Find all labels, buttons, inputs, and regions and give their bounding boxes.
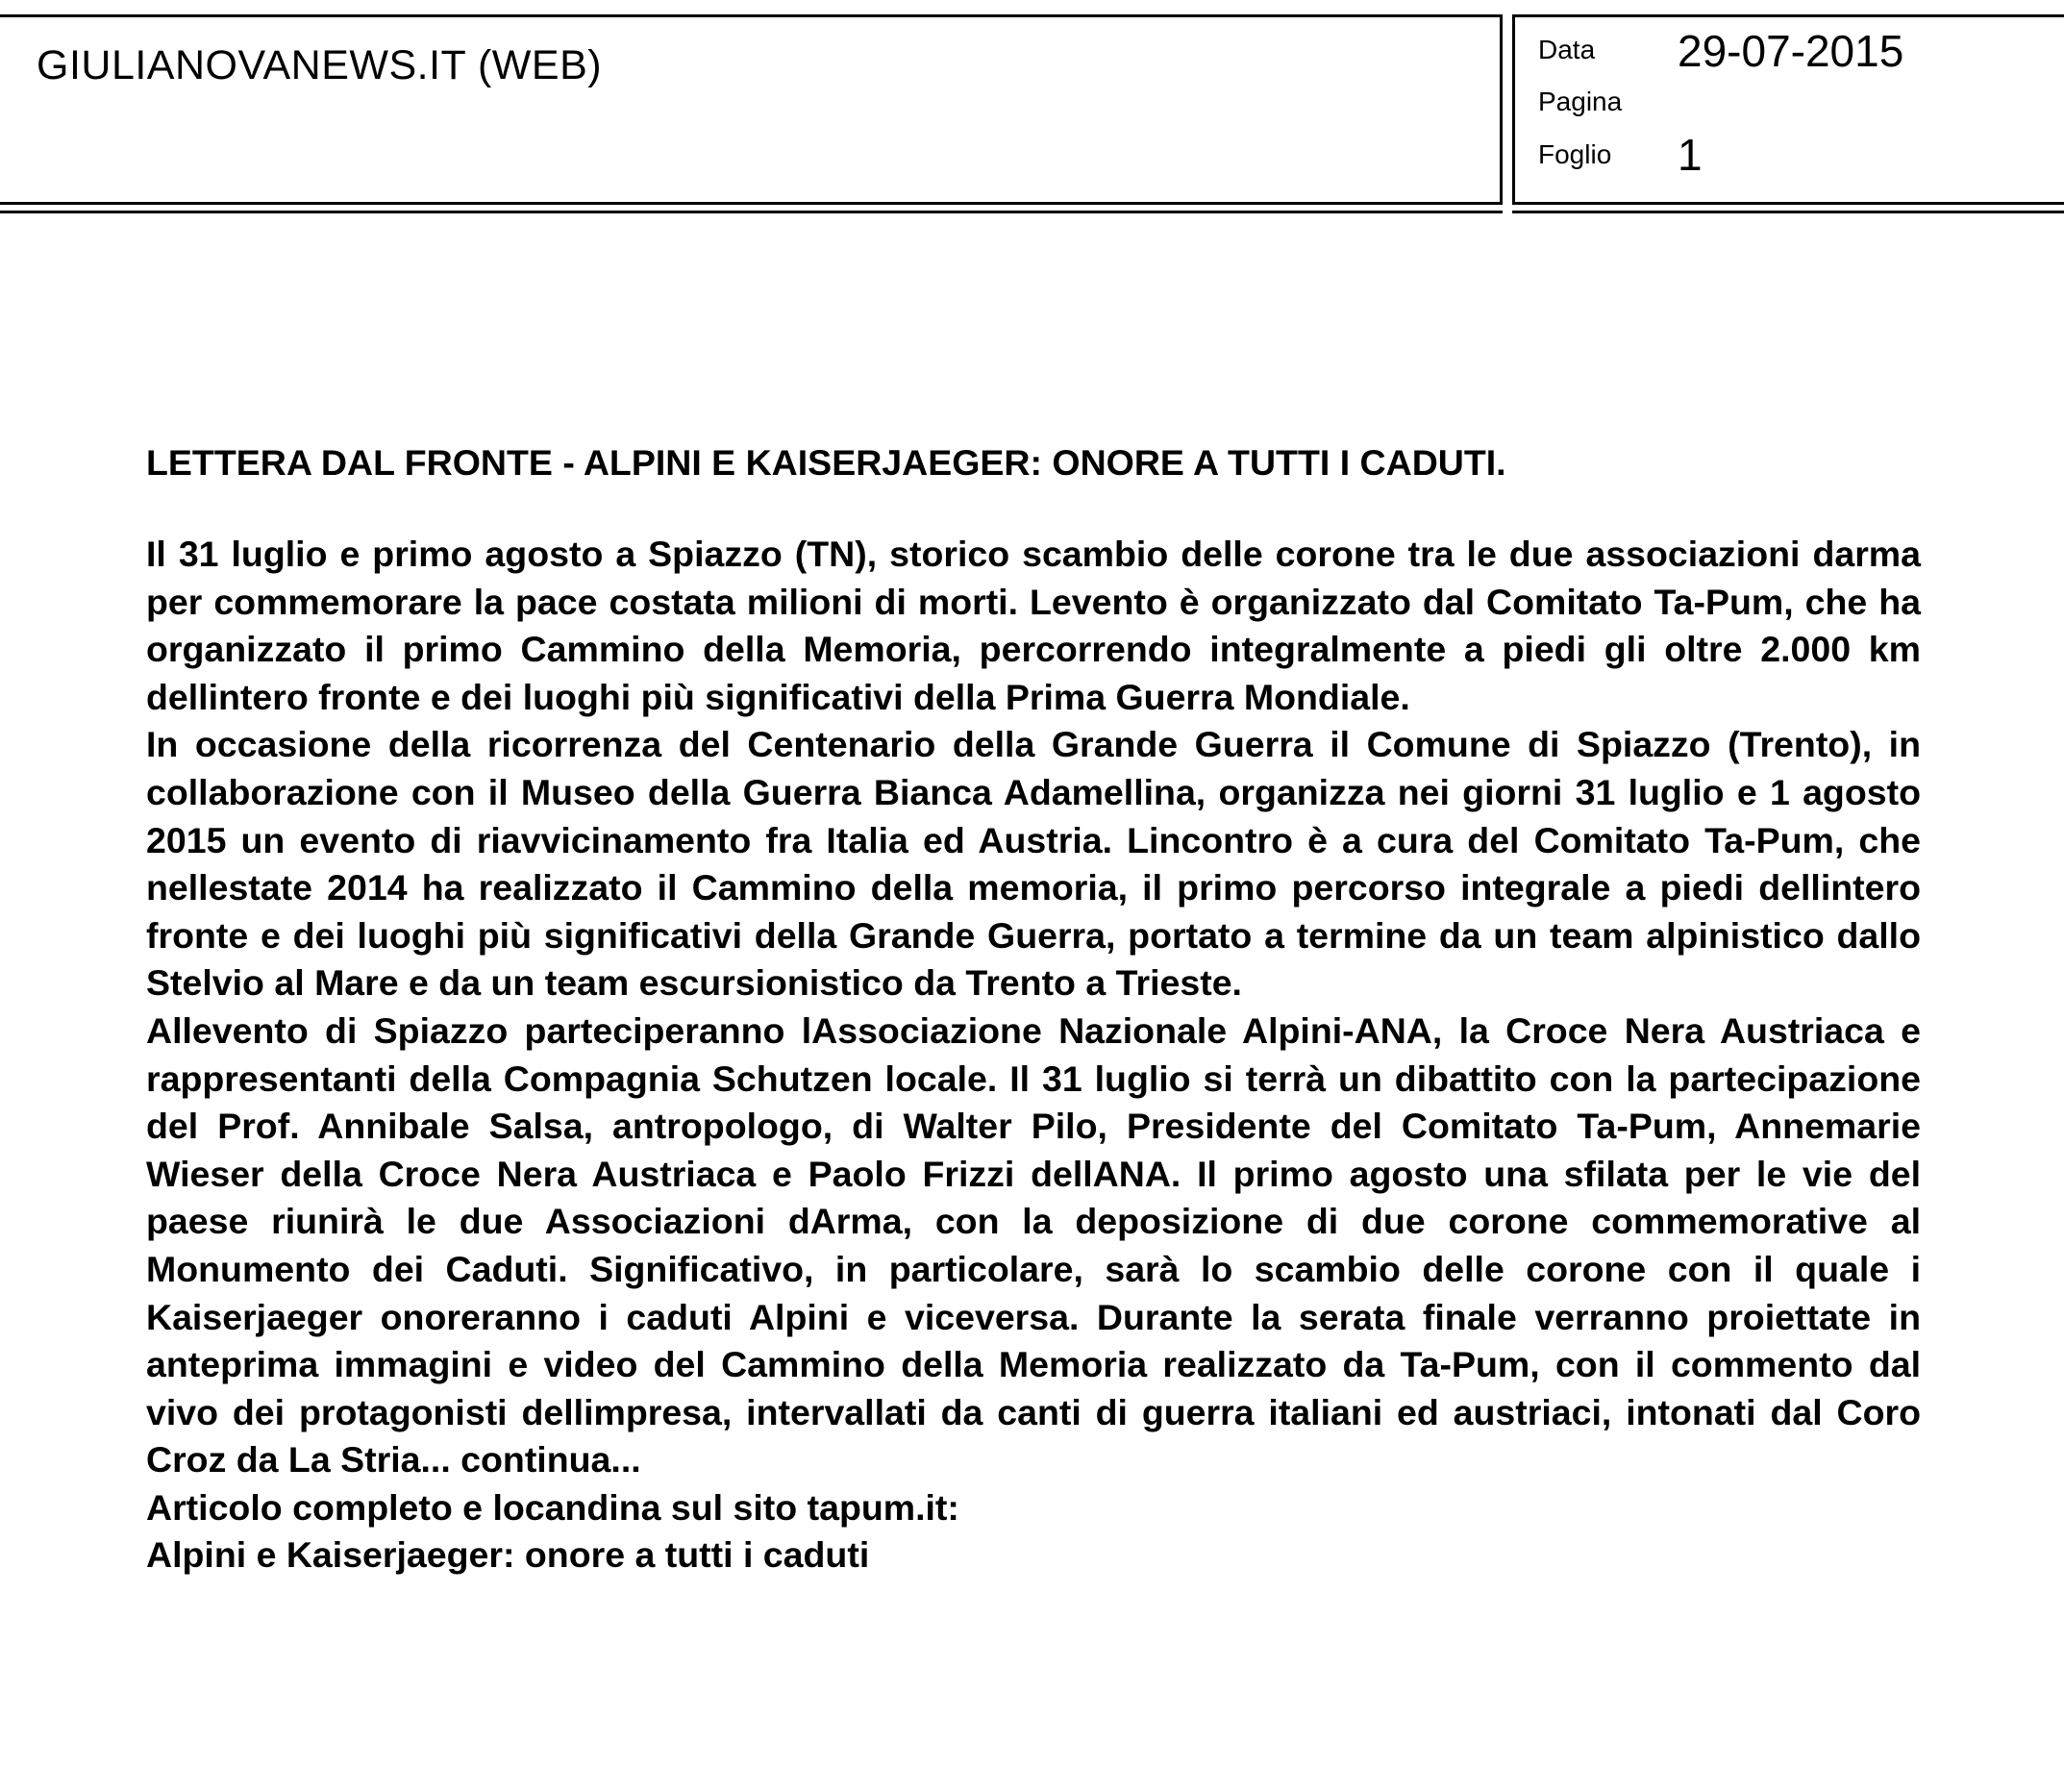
pagina-label: Pagina bbox=[1538, 87, 1623, 116]
data-label: Data bbox=[1538, 35, 1596, 64]
header-rule bbox=[1512, 211, 2064, 213]
publication-name: GIULIANOVANEWS.IT (WEB) bbox=[37, 42, 603, 88]
article-title: LETTERA DAL FRONTE - ALPINI E KAISERJAEGER: ONORE A TUTTI I CADUTI. bbox=[146, 442, 1506, 483]
article-link-intro: Articolo completo e locandina sul sito tapum.it: bbox=[146, 1486, 959, 1528]
article-paragraph: Allevento di Spiazzo parteciperanno lAssociazione Nazionale Alpini-ANA, la Croce Nera Austriaca e rappresentanti della Compagnia Schutzen locale. Il 31 luglio si terrà un dibattito con la partecipazione del Prof. Annibale Salsa, antropologo, di Walter Pilo, Presidente del Comitato Ta-Pum, Annemarie Wieser della Croce Nera Austriaca e Paolo Frizzi dellANA. Il primo agosto una sfilata per le vie del paese riunirà le due Associazioni dArma, con la deposizione di due corone commemorative al Monumento dei Caduti. Significativo, in particolare, sarà lo scambio delle corone con il quale i Kaiserjaeger onoreranno i caduti Alpini e viceversa. Durante la serata finale verranno proiettate in anteprima immagini e video del Cammino della Memoria realizzato da Ta-Pum, con il commento dal vivo dei protagonisti dellimpresa, intervallati da canti di guerra italiani ed austriaci, intonati dal Coro Croz da La Stria... continua... bbox=[146, 1009, 1921, 1481]
article-paragraph: In occasione della ricorrenza del Centenario della Grande Guerra il Comune di Spiazzo (Trento), in collaborazione con il Museo della Guerra Bianca Adamellina, organizza nei giorni 31 luglio e 1 agosto 2015 un evento di riavvicinamento fra Italia ed Austria. Lincontro è a cura del Comitato Ta-Pum, che nellestate 2014 ha realizzato il Cammino della memoria, il primo percorso integrale a piedi dellintero fronte e dei luoghi più significativi della Grande Guerra, portato a termine da un team alpinistico dallo Stelvio al Mare e da un team escursionistico da Trento a Trieste. bbox=[146, 724, 1921, 1004]
article-body bbox=[146, 531, 1921, 1580]
data-value: 29-07-2015 bbox=[1678, 26, 1904, 76]
article-link[interactable]: Alpini e Kaiserjaeger: onore a tutti i caduti bbox=[146, 1534, 870, 1576]
foglio-value: 1 bbox=[1678, 130, 1703, 180]
header-rule bbox=[0, 211, 1503, 213]
article-paragraph: Il 31 luglio e primo agosto a Spiazzo (TN), storico scambio delle corone tra le due associazioni darma per commemorare la pace costata milioni di morti. Levento è organizzato dal Comitato Ta-Pum, che ha organizzato il primo Cammino della Memoria, percorrendo integralmente a piedi gli oltre 2.000 km dellintero fronte e dei luoghi più significativi della Prima Guerra Mondiale. bbox=[146, 534, 1921, 717]
article bbox=[146, 438, 1921, 1580]
foglio-label: Foglio bbox=[1538, 139, 1612, 169]
